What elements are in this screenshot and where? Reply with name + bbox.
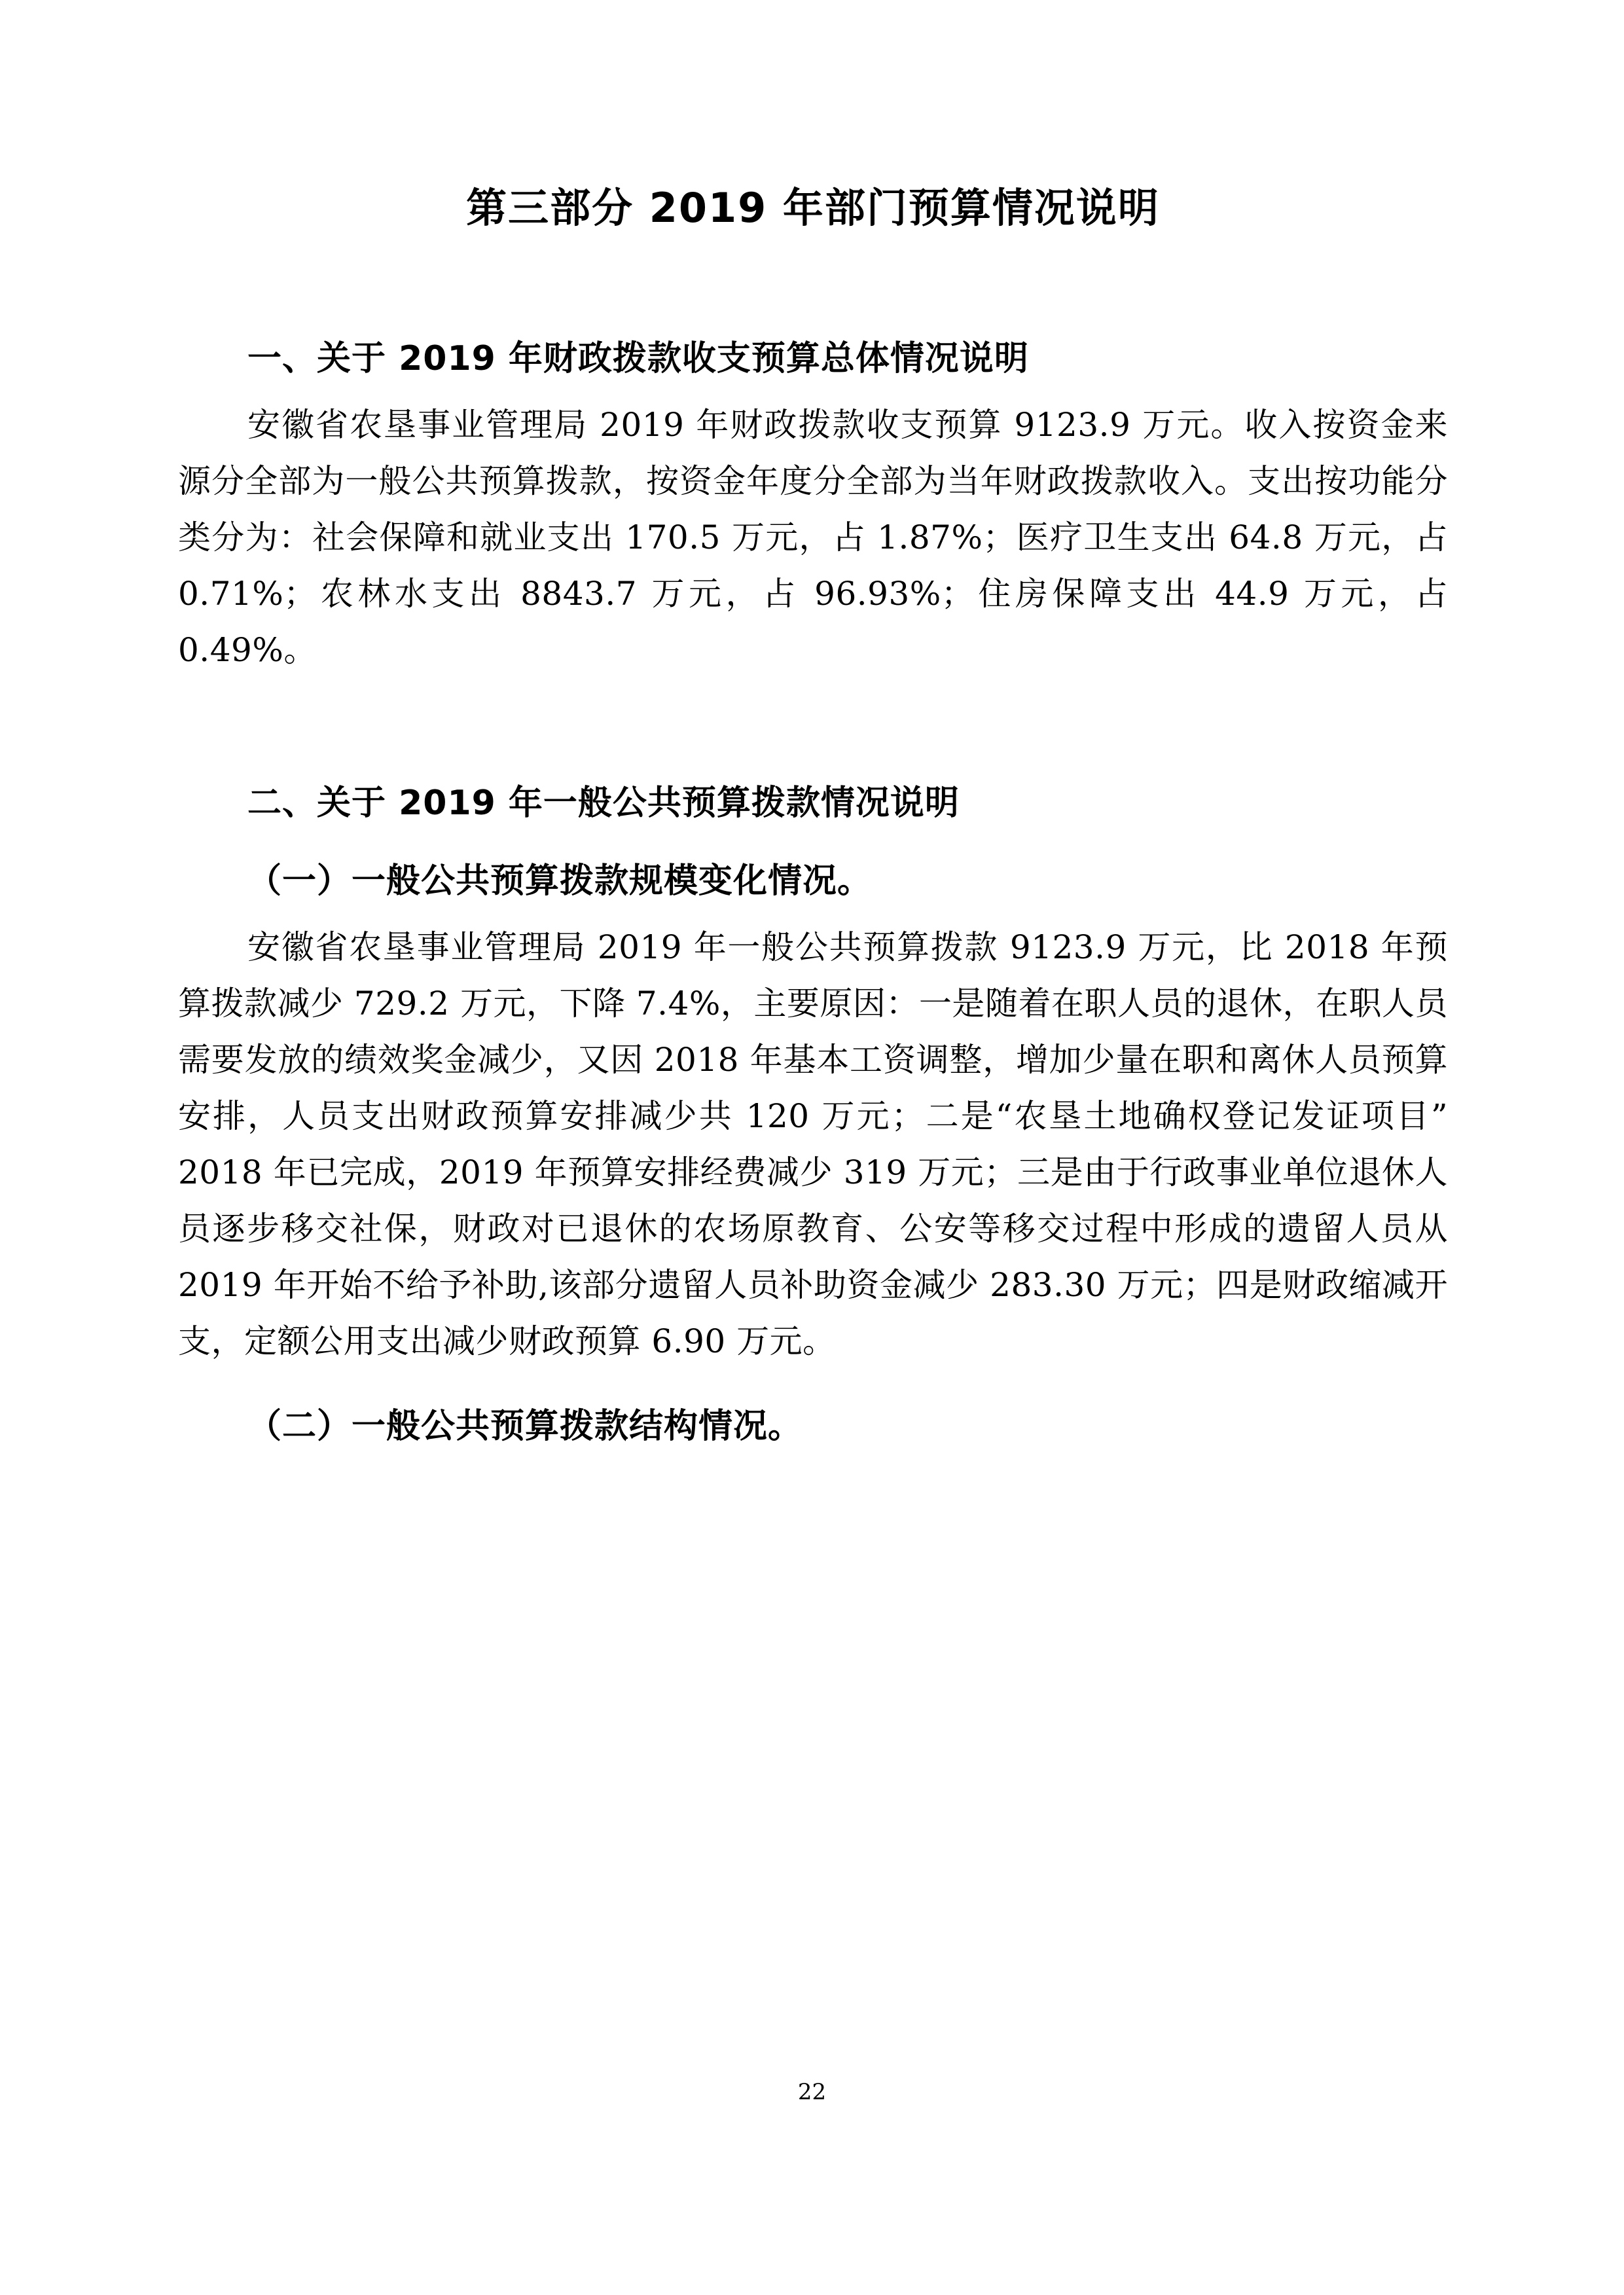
section-2-subheading-1: （一）一般公共预算拨款规模变化情况。 — [247, 861, 873, 901]
section-heading-2: 二、关于 2019 年一般公共预算拨款情况说明 — [247, 784, 960, 823]
section-2-subheading-2: （二）一般公共预算拨款结构情况。 — [247, 1406, 803, 1446]
section-2-paragraph-1: 安徽省农垦事业管理局 2019 年一般公共预算拨款 9123.9 万元，比 2018 年预算拨款减少 729.2 万元，下降 7.4%，主要原因：一是随着在职人员的退休，在职人员需要发放的绩效奖金减少，又因 2018 年基本工资调整，增加少量在职和离休人员预算安排，人员支出财政预算安排减少共 120 万元；二是“农垦土地确权登记发证项目”2018 年已完成，2019 年预算安排经费减少 319 万元；三是由于行政事业单位退休人员逐步移交社保，财政对已退休的农场原教育、公安等移交过程中形成的遗留人员从 2019 年开始不给予补助,该部分遗留人员补助资金减少 283.30 万元；四是财政缩减开支，定额公用支出减少财政预算 6.90 万元。 — [178, 928, 1448, 1360]
page-title: 第三部分 2019 年部门预算情况说明 — [466, 184, 1160, 232]
section-heading-1: 一、关于 2019 年财政拨款收支预算总体情况说明 — [247, 339, 1029, 378]
section-1-paragraph-1: 安徽省农垦事业管理局 2019 年财政拨款收支预算 9123.9 万元。收入按资金来源分全部为一般公共预算拨款，按资金年度分全部为当年财政拨款收入。支出按功能分类分为：社会保障和就业支出 170.5 万元，占 1.87%；医疗卫生支出 64.8 万元，占 0.71%；农林水支出 8843.7 万元，占 96.93%；住房保障支出 44.9 万元，占 0.49%。 — [178, 406, 1448, 669]
page-content — [178, 0, 1448, 2295]
page-number: 22 — [797, 2079, 827, 2105]
